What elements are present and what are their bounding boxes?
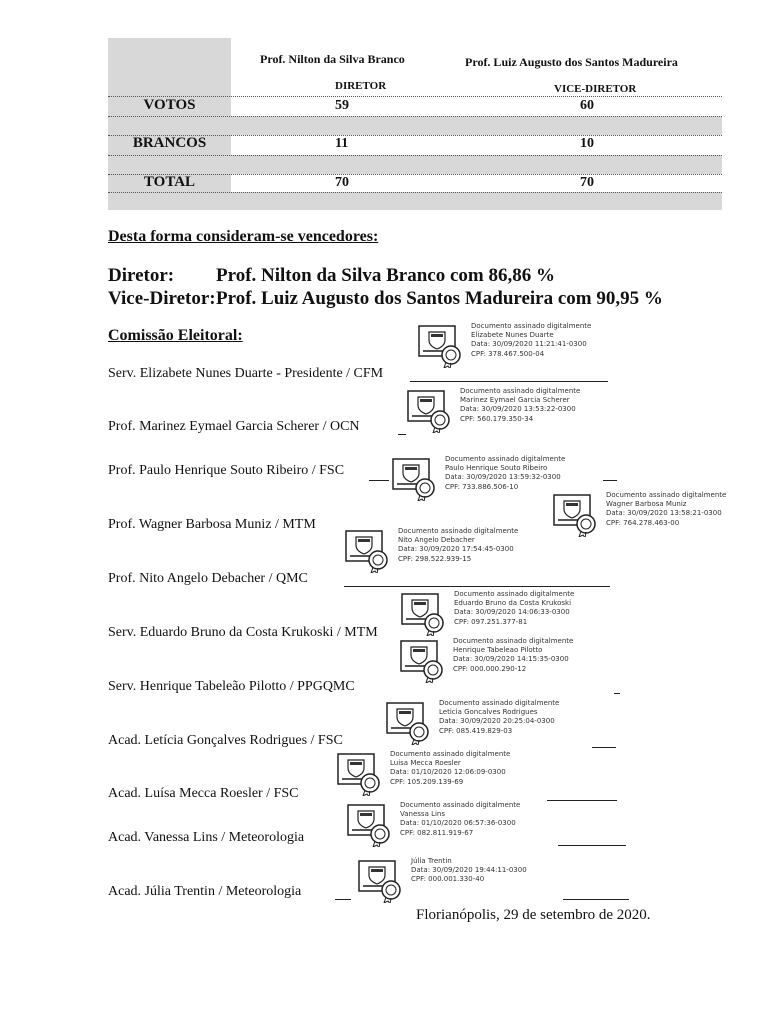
signature-name: Luisa Mecca Roesler — [390, 759, 461, 768]
signature-name: Nito Angelo Debacher — [398, 536, 475, 545]
member-name: Acad. Letícia Gonçalves Rodrigues / FSC — [108, 733, 343, 748]
signature-date: Data: 01/10/2020 12:06:09-0300 — [390, 768, 506, 777]
total-candidate1: 70 — [335, 175, 349, 190]
signature-cpf: CPF: 764.278.463-00 — [606, 518, 680, 527]
row-label-total: TOTAL — [143, 174, 196, 190]
member-name: Prof. Nito Angelo Debacher / QMC — [108, 571, 308, 586]
signature-title: Documento assinado digitalmente — [400, 801, 521, 809]
brancos-candidate2: 10 — [580, 136, 594, 151]
signature-seal-icon — [355, 857, 407, 903]
member-name: Acad. Vanessa Lins / Meteorologia — [108, 830, 305, 845]
member-name: Serv. Eduardo Bruno da Costa Krukoski / MTM — [108, 625, 378, 640]
signature-cpf: CPF: 000.000.290-12 — [453, 664, 527, 673]
member-name: Prof. Wagner Barbosa Muniz / MTM — [108, 517, 316, 532]
winners-heading: Desta forma consideram-se vencedores: — [108, 228, 379, 245]
signature-date: Data: 30/09/2020 13:58:21-0300 — [606, 509, 722, 518]
vice-director-label: Vice-Diretor: — [108, 288, 216, 309]
signature-cpf: CPF: 378.467.500-04 — [471, 349, 545, 358]
candidate2-name: Prof. Luiz Augusto dos Santos Madureira — [465, 55, 678, 69]
candidate1-role: DIRETOR — [335, 80, 387, 92]
signature-date: Data: 30/09/2020 11:21:41-0300 — [471, 340, 587, 349]
signature-date: Data: 01/10/2020 06:57:36-0300 — [400, 819, 516, 828]
signature-name: Wagner Barbosa Muniz — [606, 500, 687, 509]
signature-cpf: CPF: 085.419.829-03 — [439, 726, 513, 735]
spacer-row — [231, 192, 722, 210]
spacer-row — [231, 155, 722, 174]
signature-name: Eduardo Bruno da Costa Krukoski — [454, 599, 572, 608]
signature-title: Documento assinado digitalmente — [398, 527, 519, 535]
signature-cpf: CPF: 000.001.330-40 — [411, 875, 485, 884]
votos-candidate2: 60 — [580, 98, 594, 113]
signature-seal-icon — [389, 455, 441, 501]
signature-title: Documento assinado digitalmente — [439, 699, 560, 707]
signature-title: Documento assinado digitalmente — [445, 455, 566, 463]
signature-title: Documento assinado digitalmente — [606, 491, 727, 499]
spacer-row — [231, 116, 722, 135]
signature-seal-icon — [415, 322, 467, 368]
signature-date: Data: 30/09/2020 13:53:22-0300 — [460, 405, 576, 414]
signature-cpf: CPF: 097.251.377-81 — [454, 617, 528, 626]
signature-name: Elizabete Nunes Duarte — [471, 331, 554, 340]
signature-seal-icon — [398, 590, 450, 636]
signature-name: Júlia Trentin — [411, 857, 452, 865]
director-result: Prof. Nilton da Silva Branco com 86,86 % — [216, 265, 556, 286]
signature-cpf: CPF: 298.522.939-15 — [398, 554, 472, 563]
signature-date: Data: 30/09/2020 19:44:11-0300 — [411, 866, 527, 875]
signature-cpf: CPF: 733.886.506-10 — [445, 482, 519, 491]
signature-name: Leticia Goncalves Rodrigues — [439, 708, 538, 717]
signature-name: Henrique Tabeleao Pilotto — [453, 646, 543, 655]
signature-seal-icon — [383, 699, 435, 745]
signature-cpf: CPF: 082.811.919-67 — [400, 828, 474, 837]
signature-title: Documento assinado digitalmente — [454, 590, 575, 598]
signature-date: Data: 30/09/2020 14:15:35-0300 — [453, 655, 569, 664]
signature-title: Documento assinado digitalmente — [453, 637, 574, 645]
director-label: Diretor: — [108, 265, 175, 286]
brancos-candidate1: 11 — [335, 136, 349, 151]
results-table — [108, 38, 722, 210]
member-name: Acad. Luísa Mecca Roesler / FSC — [108, 786, 299, 801]
row-label-votos: VOTOS — [143, 97, 196, 113]
signature-seal-icon — [404, 387, 456, 433]
signature-name: Paulo Henrique Souto Ribeiro — [445, 464, 548, 473]
total-candidate2: 70 — [580, 175, 594, 190]
member-name: Acad. Júlia Trentin / Meteorologia — [108, 884, 302, 899]
city-date: Florianópolis, 29 de setembro de 2020. — [416, 907, 651, 923]
signature-title: Documento assinado digitalmente — [390, 750, 511, 758]
signature-seal-icon — [344, 801, 396, 847]
member-name: Serv. Henrique Tabeleão Pilotto / PPGQMC — [108, 679, 355, 694]
signature-seal-icon — [397, 637, 449, 683]
member-name: Serv. Elizabete Nunes Duarte - Presidente / CFM — [108, 366, 384, 381]
candidate1-name: Prof. Nilton da Silva Branco — [260, 52, 405, 66]
signature-name: Vanessa Lins — [400, 810, 446, 819]
signature-seal-icon — [342, 527, 394, 573]
candidate2-role: VICE-DIRETOR — [554, 83, 637, 95]
signature-date: Data: 30/09/2020 13:59:32-0300 — [445, 473, 561, 482]
vice-director-result: Prof. Luiz Augusto dos Santos Madureira com 90,95 % — [216, 288, 663, 309]
member-name: Prof. Marinez Eymael Garcia Scherer / OCN — [108, 419, 360, 434]
signature-date: Data: 30/09/2020 14:06:33-0300 — [454, 608, 570, 617]
signature-cpf: CPF: 105.209.139-69 — [390, 777, 464, 786]
commission-heading: Comissão Eleitoral: — [108, 327, 243, 344]
member-name: Prof. Paulo Henrique Souto Ribeiro / FSC — [108, 463, 345, 478]
row-label-brancos: BRANCOS — [132, 135, 207, 151]
signature-seal-icon — [334, 750, 386, 796]
signature-name: Marinez Eymael Garcia Scherer — [460, 396, 570, 405]
signature-title: Documento assinado digitalmente — [471, 322, 592, 330]
signature-date: Data: 30/09/2020 17:54:45-0300 — [398, 545, 514, 554]
signature-cpf: CPF: 560.179.350-34 — [460, 414, 534, 423]
signature-date: Data: 30/09/2020 20:25:04-0300 — [439, 717, 555, 726]
votos-candidate1: 59 — [335, 98, 349, 113]
signature-title: Documento assinado digitalmente — [460, 387, 581, 395]
signature-seal-icon — [550, 491, 602, 537]
